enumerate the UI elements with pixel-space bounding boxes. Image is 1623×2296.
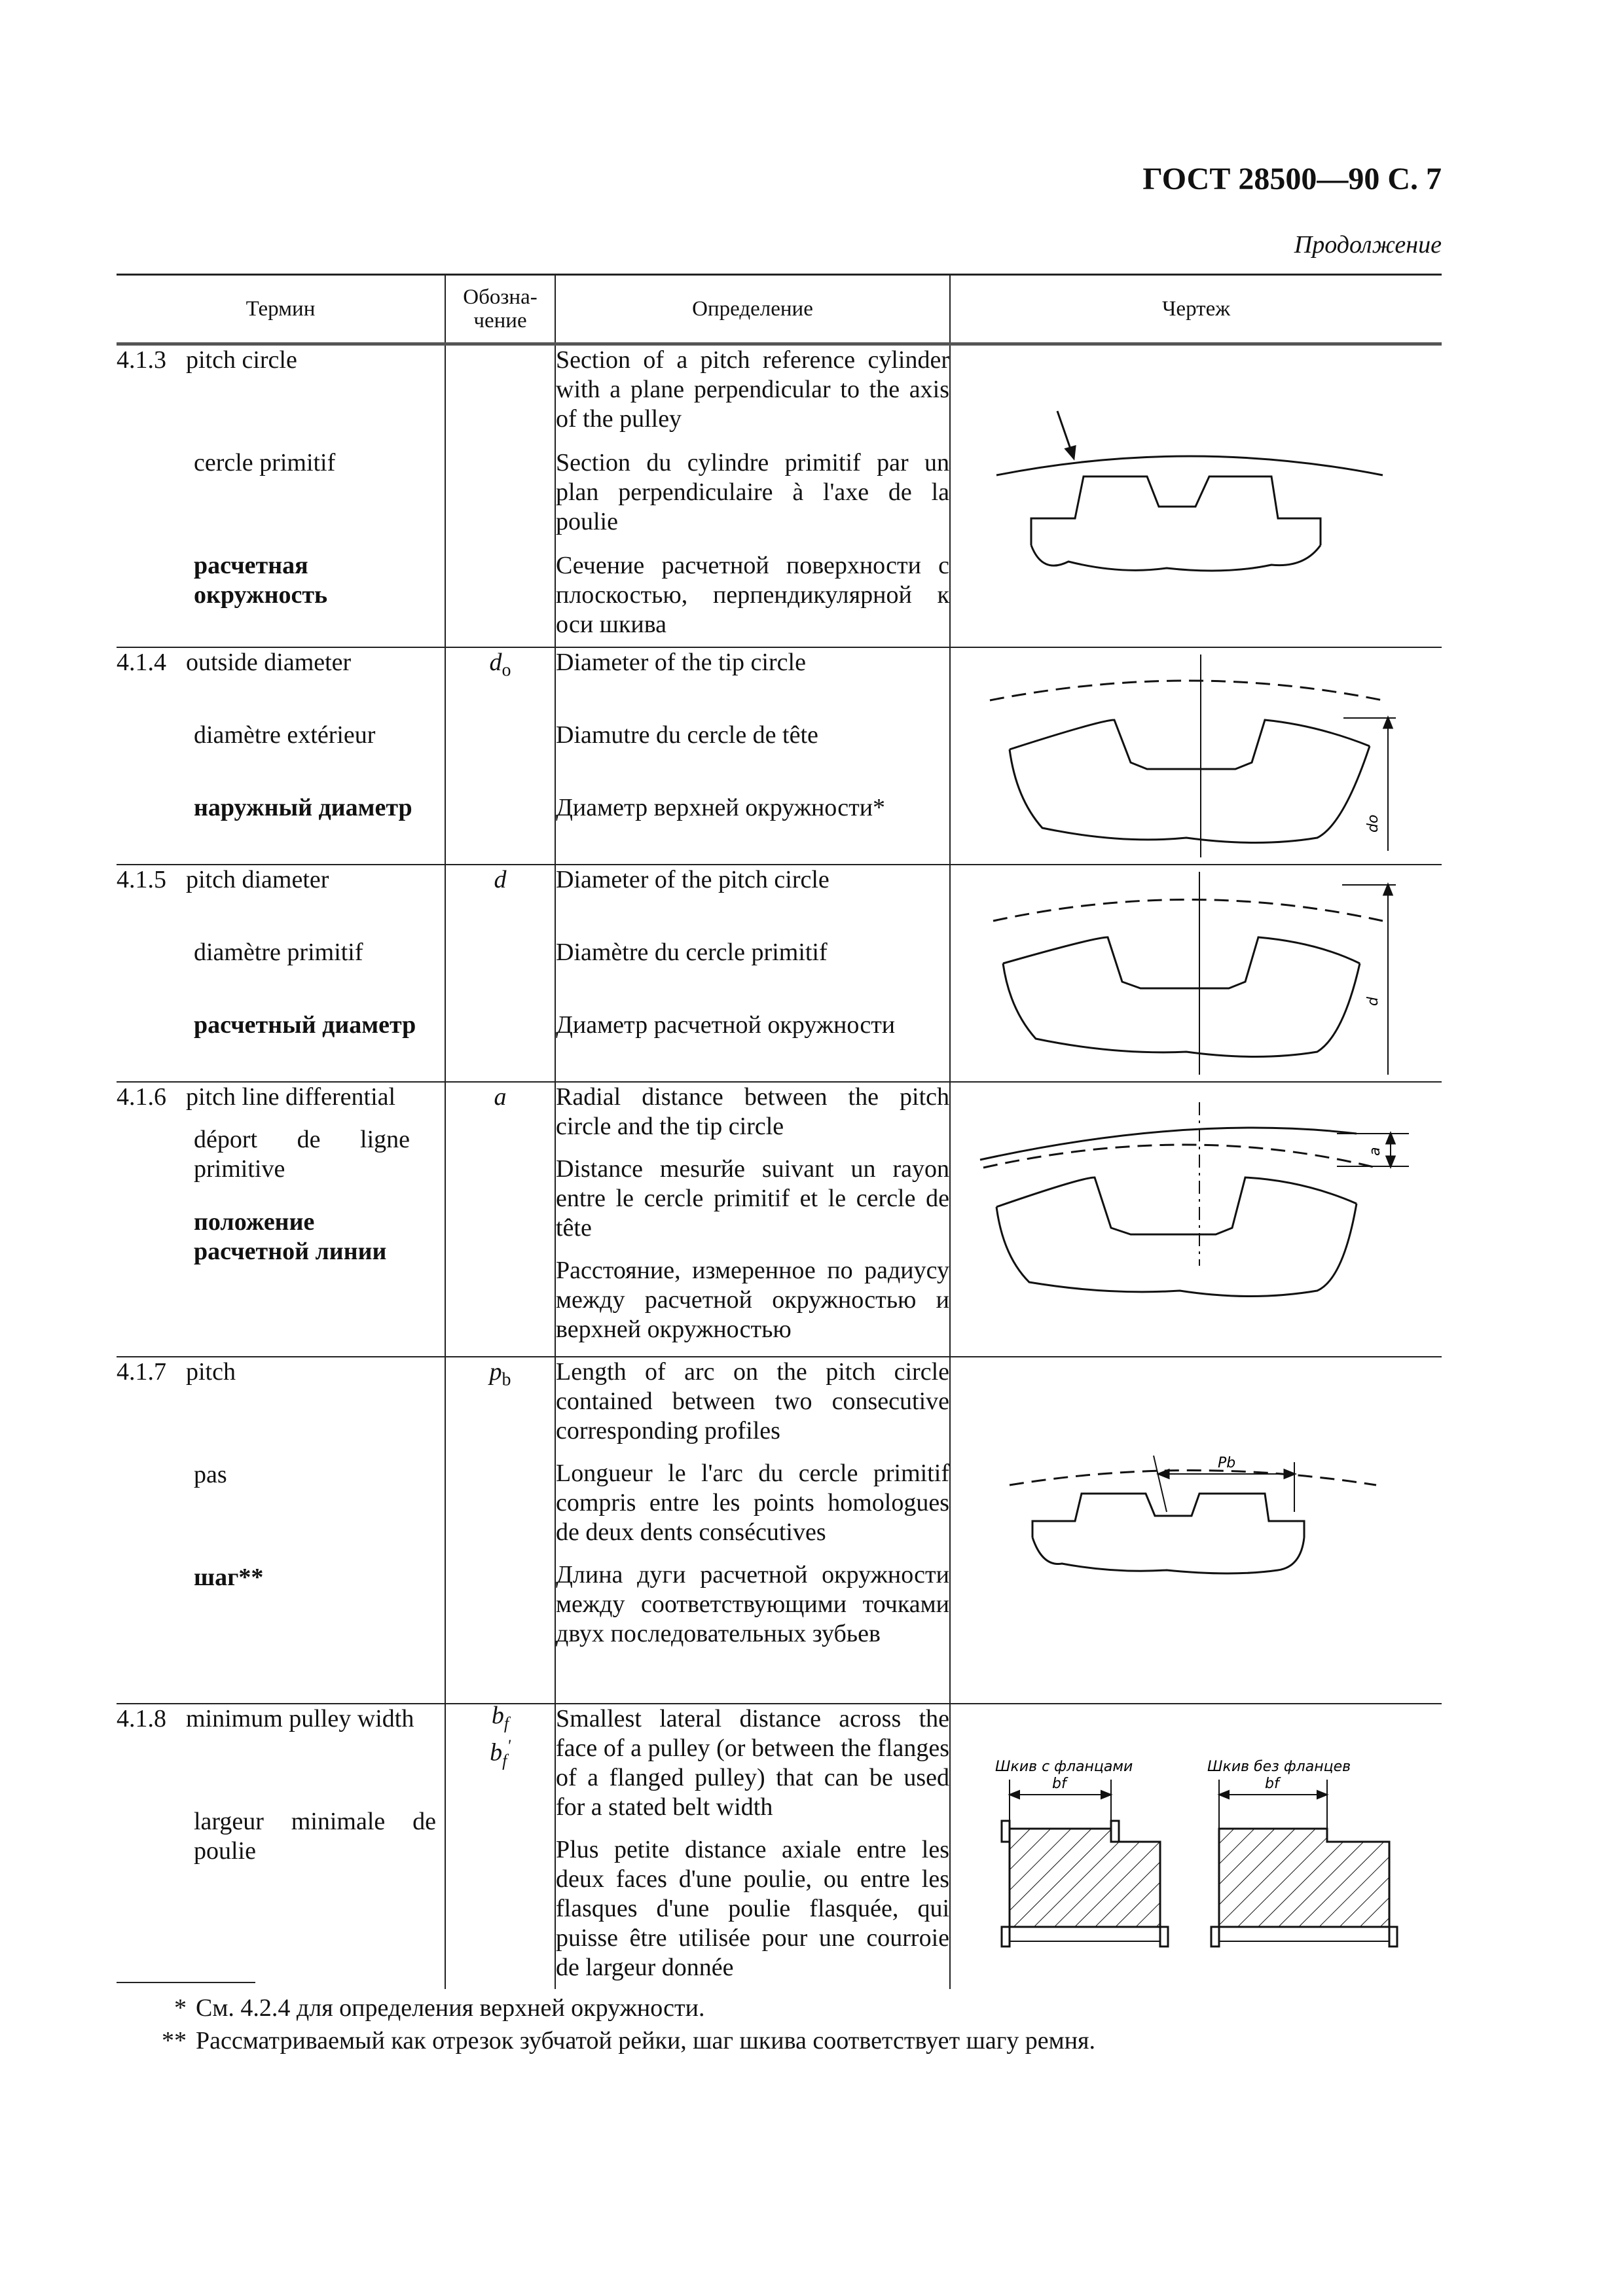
drawing-cell xyxy=(950,865,1442,1082)
table-row xyxy=(117,1357,1442,1704)
drawing-cell xyxy=(950,344,1442,648)
definition-cell: Diameter of the tip circle Diamutre du cercle de tête Диаметр верхней окружности* xyxy=(555,647,950,865)
symbol-cell: $b_f$ $b_f'$ xyxy=(445,1704,555,1989)
definition-cell: Length of arc on the pitch circle contained between two consecutive corresponding profiles Longueur le l'arc du cercle primitif compris entre les points homologues de deux dents consécutives Длина дуги расчетной окружности между соответствующими точками двух последовательных зубьев xyxy=(555,1357,950,1704)
term-cell: 4.1.5 pitch diameter diamètre primitif расчетный диаметр xyxy=(117,865,445,1082)
footnote-text: См. 4.2.4 для определения верхней окружности. xyxy=(196,1994,705,2022)
outside-diameter-drawing xyxy=(951,648,1441,864)
a-label: a xyxy=(1367,1147,1383,1156)
table-header-row xyxy=(117,275,1442,344)
pitch-line-differential-drawing xyxy=(951,1083,1441,1356)
symbol-cell: a xyxy=(445,1082,555,1357)
footnote-mark: ** xyxy=(162,2027,187,2054)
terms-table xyxy=(117,274,1442,1989)
pitch-circle-drawing xyxy=(951,346,1441,647)
unflanged-label: Шкив без фланцев xyxy=(1207,1759,1351,1775)
definition-cell: Radial distance between the pitch circle and the tip circle Distance mesurйe suivant un rayon entre le cercle primitif et le cercle de tête Расстояние, измеренное по радиусу между расчетной окружностью и верхней окружностью xyxy=(555,1082,950,1357)
definition-cell: Smallest lateral distance across the face of a pulley (or between the flanges of a flanged pulley) that can be used for a stated belt width Plus petite distance axiale entre les deux faces d'une poulie, ou entre les flasques d'une poulie flasquée, qui puisse être utilisée pour une courroie de largeur donnée xyxy=(555,1704,950,1989)
bf-label-flanged: bf xyxy=(1052,1776,1067,1792)
symbol-cell: d xyxy=(445,865,555,1082)
drawing-cell xyxy=(950,1357,1442,1704)
drawing-cell xyxy=(950,1704,1442,1989)
pb-label: Pb xyxy=(1218,1455,1236,1471)
symbol-cell: $d_o$ xyxy=(445,647,555,865)
flanged-label: Шкив с фланцами xyxy=(995,1759,1133,1775)
table-row xyxy=(117,865,1442,1082)
continuation-label: Продолжение xyxy=(1294,231,1442,259)
definition-cell: Section of a pitch reference cylinder with a plane perpendicular to the axis of the pulley Section du cylindre primitif par un plan perpendiculaire à l'axe de la poulie Сечение расчетной поверхности с плоскостью, перпендикулярной к оси шкива xyxy=(555,344,950,648)
footnote-mark: * xyxy=(174,1994,187,2022)
footnote-text: Рассматриваемый как отрезок зубчатой рейки, шаг шкива соответствует шагу ремня. xyxy=(196,2027,1096,2054)
footnote-1 xyxy=(141,1994,704,2022)
term-cell: 4.1.6 pitch line differential déport de ligne primitive положение расчетной линии xyxy=(117,1082,445,1357)
drawing-cell xyxy=(950,647,1442,865)
table-row xyxy=(117,1082,1442,1357)
definition-cell: Diameter of the pitch circle Diamètre du cercle primitif Диаметр расчетной окружности xyxy=(555,865,950,1082)
col-drawing: Чертеж xyxy=(950,275,1442,344)
col-symbol: Обозна- чение xyxy=(445,275,555,344)
term-cell: 4.1.4 outside diameter diamètre extérieur наружный диаметр xyxy=(117,647,445,865)
table-row xyxy=(117,344,1442,648)
term-cell: 4.1.8 minimum pulley width largeur minimale de poulie xyxy=(117,1705,436,1865)
footnote-separator xyxy=(117,1982,255,1983)
term-cell: 4.1.3 pitch circle cercle primitif расчетная окружность xyxy=(117,344,445,648)
table-row xyxy=(117,647,1442,865)
symbol-cell xyxy=(445,344,555,648)
term-cell: 4.1.7 pitch pas шаг** xyxy=(117,1357,445,1704)
table-row xyxy=(117,1704,1442,1989)
pitch-diameter-drawing xyxy=(951,865,1441,1081)
bf-label-unflanged: bf xyxy=(1265,1776,1279,1792)
drawing-cell xyxy=(950,1082,1442,1357)
page-header-title: ГОСТ 28500—90 С. 7 xyxy=(1142,162,1442,196)
minimum-pulley-width-drawing xyxy=(951,1704,1441,1986)
col-term: Термин xyxy=(117,275,445,344)
col-definition: Определение xyxy=(555,275,950,344)
d-label: d xyxy=(1365,997,1381,1006)
footnote-2 xyxy=(141,2026,1095,2055)
symbol-cell: $p_b$ xyxy=(445,1357,555,1704)
pitch-drawing xyxy=(951,1357,1441,1703)
do-label: do xyxy=(1365,814,1381,833)
